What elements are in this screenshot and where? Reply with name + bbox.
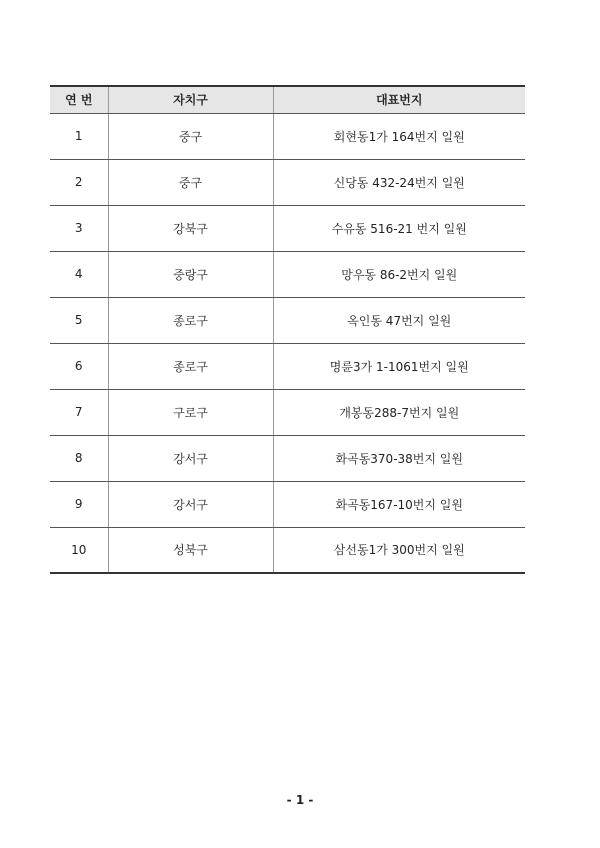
cell-district: 중랑구 — [108, 251, 273, 297]
cell-address: 신당동 432-24번지 일원 — [273, 159, 525, 205]
header-address: 대표번지 — [273, 86, 525, 113]
cell-address: 명륜3가 1-1061번지 일원 — [273, 343, 525, 389]
cell-address: 수유동 516-21 번지 일원 — [273, 205, 525, 251]
table-header — [50, 86, 525, 113]
cell-address: 옥인동 47번지 일원 — [273, 297, 525, 343]
cell-district: 중구 — [108, 113, 273, 159]
address-table — [50, 85, 525, 574]
table-row — [50, 343, 525, 389]
cell-number: 1 — [50, 113, 108, 159]
table-row — [50, 389, 525, 435]
header-row — [50, 86, 525, 113]
table-row — [50, 435, 525, 481]
header-number: 연 번 — [50, 86, 108, 113]
cell-district: 강서구 — [108, 481, 273, 527]
cell-number: 6 — [50, 343, 108, 389]
cell-district: 강북구 — [108, 205, 273, 251]
cell-address: 삼선동1가 300번지 일원 — [273, 527, 525, 573]
table-row — [50, 251, 525, 297]
cell-address: 개봉동288-7번지 일원 — [273, 389, 525, 435]
table-body — [50, 113, 525, 573]
table-row — [50, 297, 525, 343]
cell-number: 10 — [50, 527, 108, 573]
cell-district: 성북구 — [108, 527, 273, 573]
cell-number: 5 — [50, 297, 108, 343]
table-row — [50, 113, 525, 159]
cell-district: 종로구 — [108, 343, 273, 389]
table-row — [50, 205, 525, 251]
cell-address: 화곡동167-10번지 일원 — [273, 481, 525, 527]
cell-district: 종로구 — [108, 297, 273, 343]
cell-number: 4 — [50, 251, 108, 297]
cell-address: 망우동 86-2번지 일원 — [273, 251, 525, 297]
cell-district: 구로구 — [108, 389, 273, 435]
cell-number: 9 — [50, 481, 108, 527]
cell-number: 7 — [50, 389, 108, 435]
table-row — [50, 481, 525, 527]
cell-number: 3 — [50, 205, 108, 251]
header-district: 자치구 — [108, 86, 273, 113]
table-row — [50, 527, 525, 573]
cell-address: 회현동1가 164번지 일원 — [273, 113, 525, 159]
cell-address: 화곡동370-38번지 일원 — [273, 435, 525, 481]
cell-number: 2 — [50, 159, 108, 205]
page-number: - 1 - — [286, 793, 314, 807]
table-row — [50, 159, 525, 205]
cell-district: 강서구 — [108, 435, 273, 481]
cell-district: 중구 — [108, 159, 273, 205]
cell-number: 8 — [50, 435, 108, 481]
